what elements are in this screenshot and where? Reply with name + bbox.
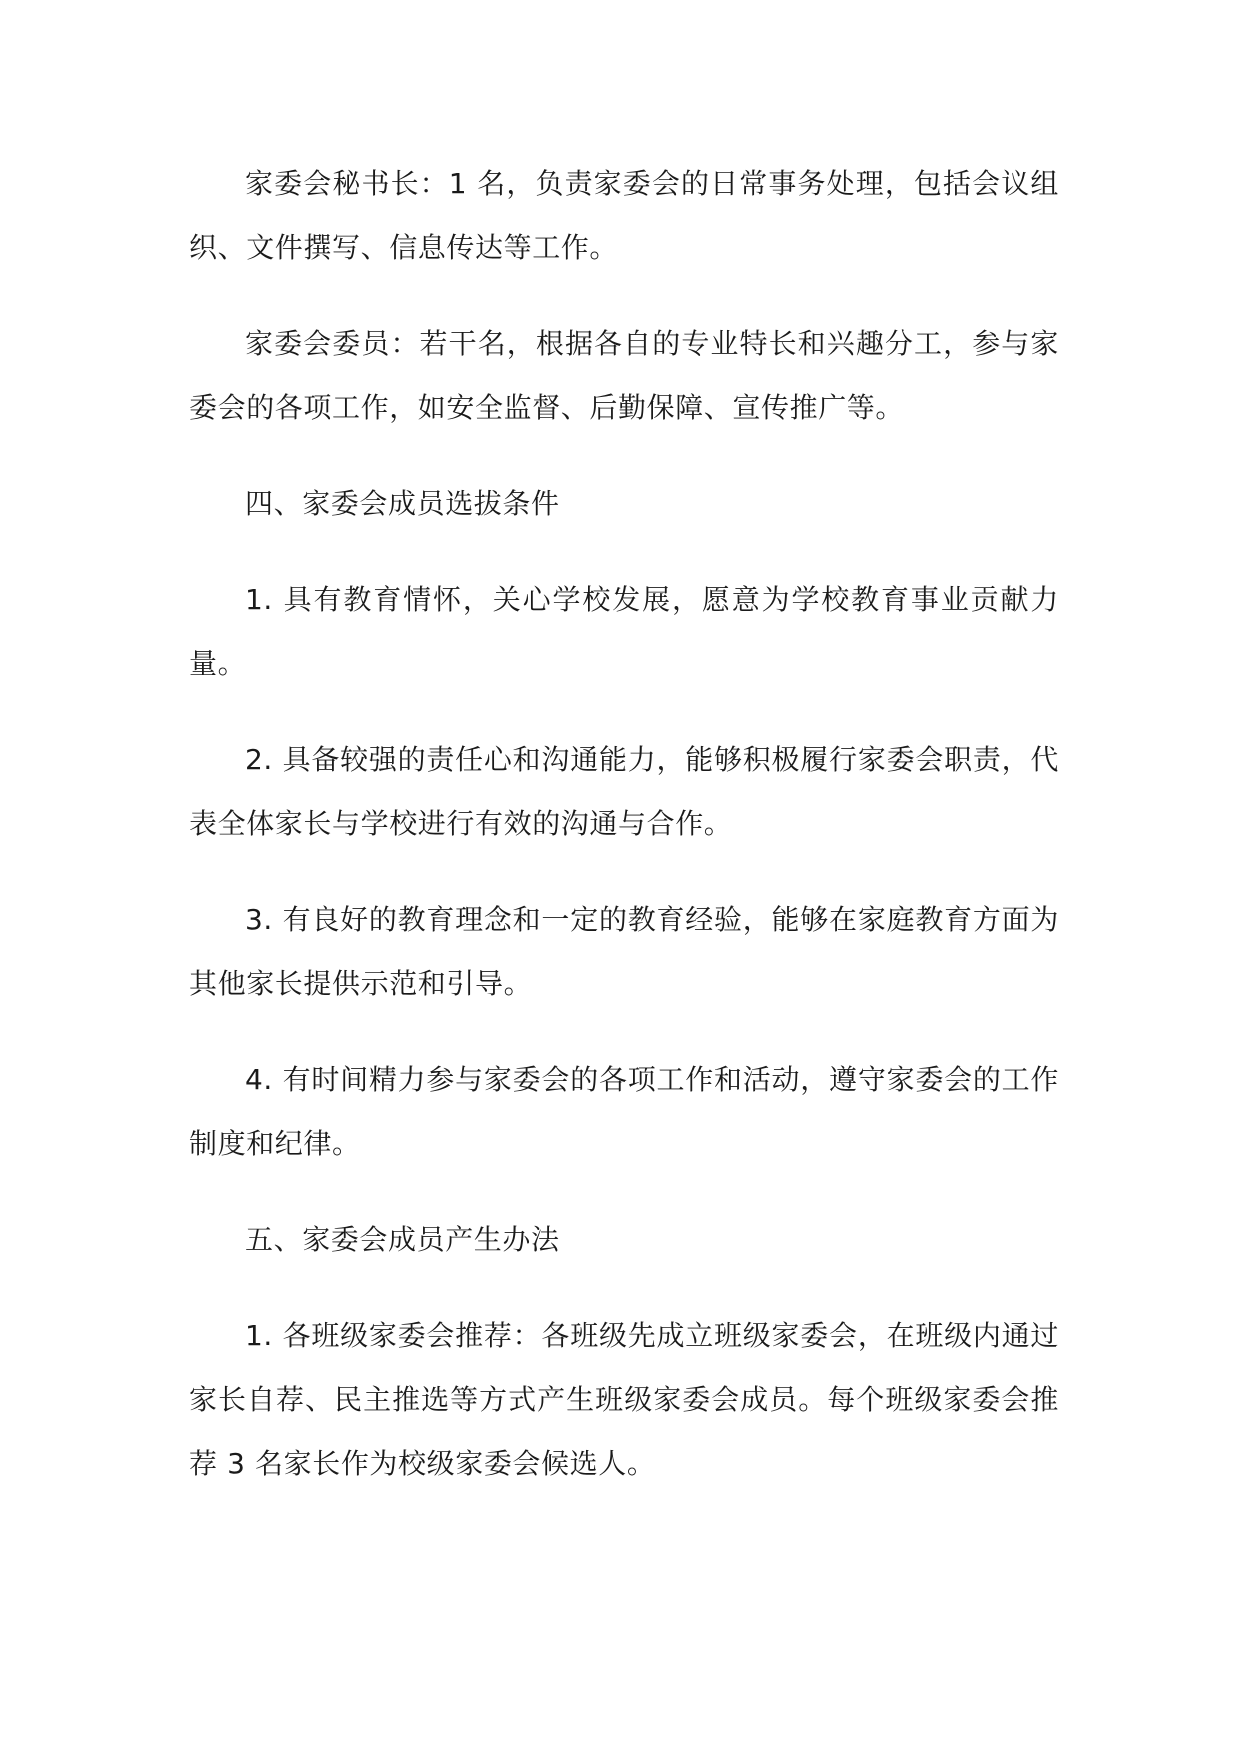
- section-heading-selection-criteria: 四、家委会成员选拔条件: [245, 487, 560, 520]
- method-item-1: 1. 各班级家委会推荐：各班级先成立班级家委会，在班级内通过家长自荐、民主推选等方式产生班级家委会成员。每个班级家委会推荐 3 名家长作为校级家委会候选人。: [189, 1319, 1059, 1480]
- criteria-item-4: 4. 有时间精力参与家委会的各项工作和活动，遵守家委会的工作制度和纪律。: [189, 1063, 1059, 1160]
- section-heading-selection-method: 五、家委会成员产生办法: [245, 1223, 560, 1256]
- criteria-item-3: 3. 有良好的教育理念和一定的教育经验，能够在家庭教育方面为其他家长提供示范和引导。: [189, 903, 1059, 1000]
- document-body: [189, 152, 1059, 1528]
- criteria-item-2: 2. 具备较强的责任心和沟通能力，能够积极履行家委会职责，代表全体家长与学校进行有效的沟通与合作。: [189, 743, 1059, 840]
- paragraph-secretary-general: 家委会秘书长：1 名，负责家委会的日常事务处理，包括会议组织、文件撰写、信息传达等工作。: [189, 167, 1059, 264]
- paragraph-committee-members: 家委会委员：若干名，根据各自的专业特长和兴趣分工，参与家委会的各项工作，如安全监督、后勤保障、宣传推广等。: [189, 327, 1059, 424]
- criteria-item-1: 1. 具有教育情怀，关心学校发展，愿意为学校教育事业贡献力量。: [189, 583, 1059, 680]
